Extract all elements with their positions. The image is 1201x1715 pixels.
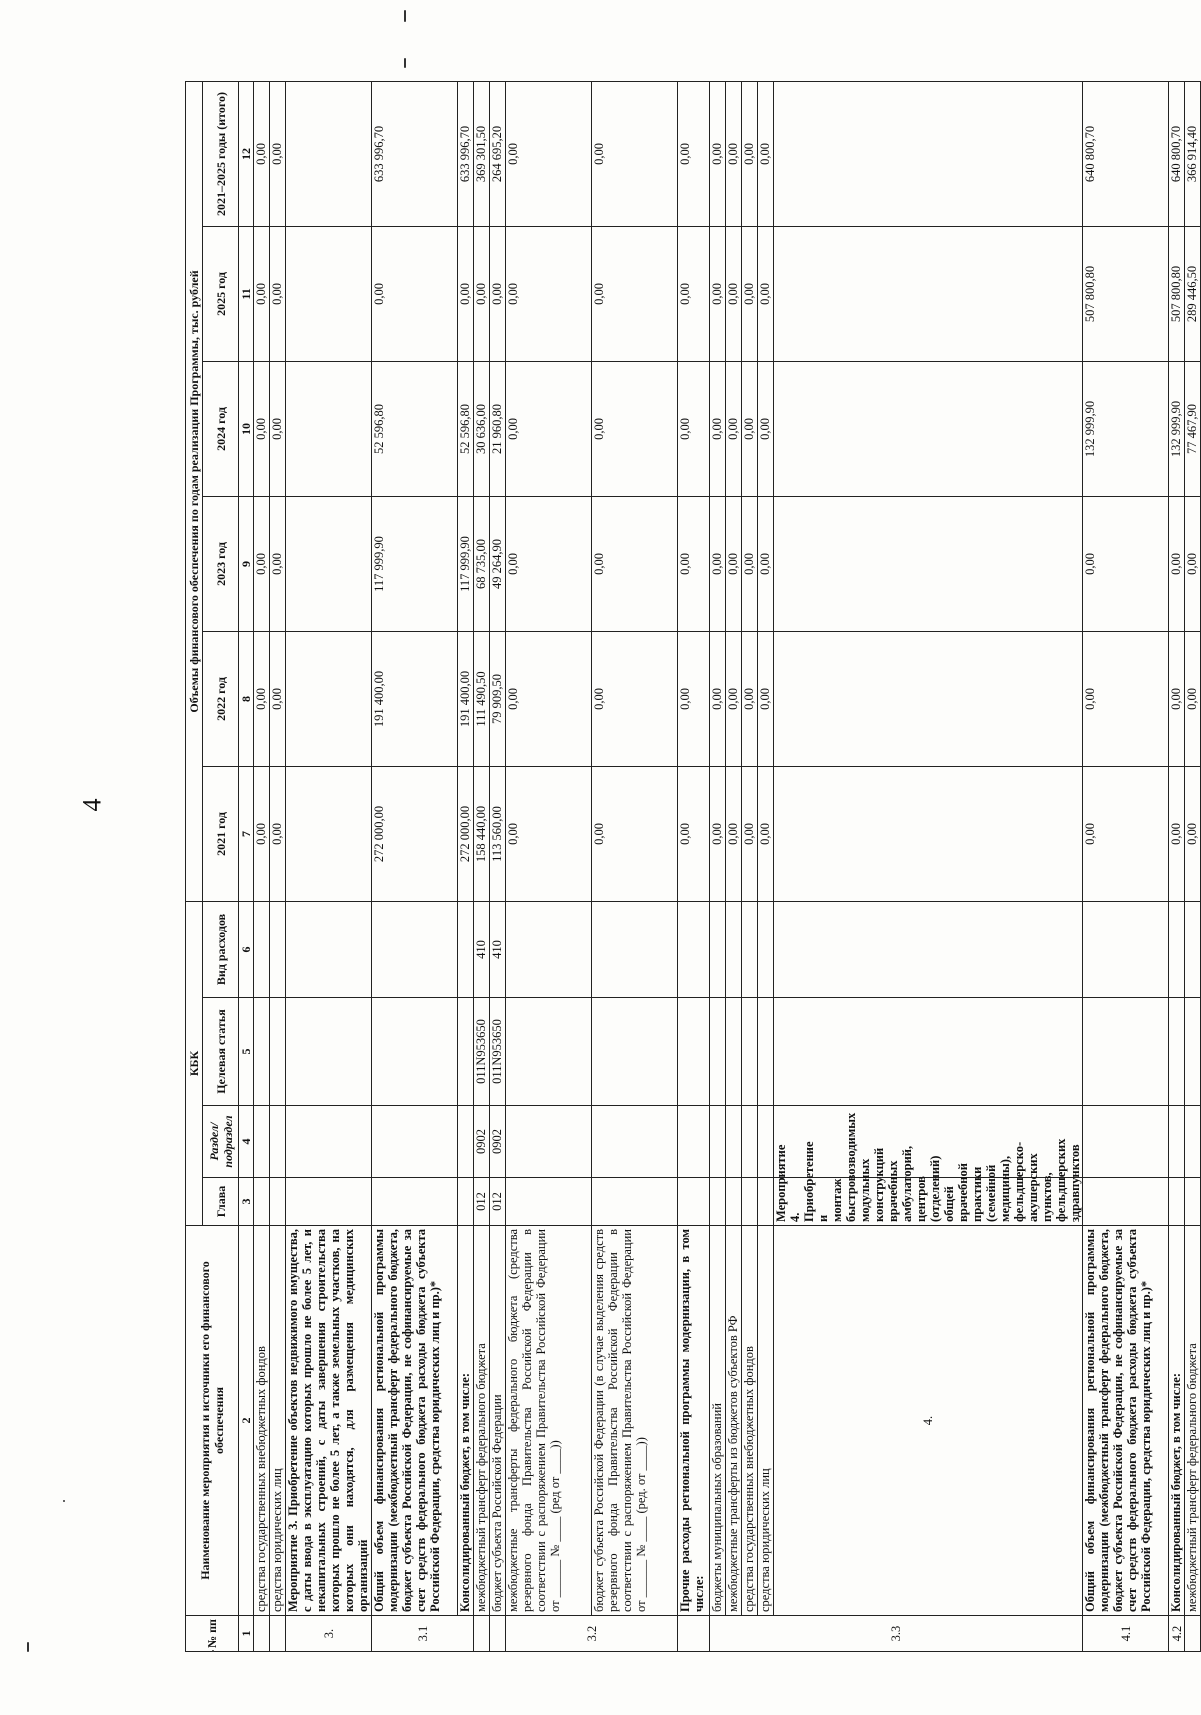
kbk-glava (1185, 1178, 1201, 1226)
value-2025: 0,00 (254, 226, 270, 361)
table-row (678, 81, 710, 1651)
kbk-celevaya (506, 998, 592, 1106)
value-2024: 0,00 (270, 361, 286, 496)
row-number: 4.1 (1083, 1616, 1169, 1652)
header-2023: 2023 год (203, 496, 239, 631)
scan-speck (63, 1500, 65, 1502)
table-row (474, 81, 490, 1651)
row-number (270, 1616, 286, 1652)
header-2021: 2021 год (203, 766, 239, 901)
kbk-razdel (1083, 1106, 1169, 1178)
value-2025: 0,00 (710, 226, 726, 361)
value-total: 0,00 (506, 81, 592, 226)
value-total: 640 800,70 (1169, 81, 1185, 226)
value-2022: 0,00 (742, 631, 758, 766)
row-number: 4.2 (1169, 1616, 1185, 1652)
col-number: 10 (239, 361, 254, 496)
value-2022: 0,00 (710, 631, 726, 766)
value-2023: 0,00 (678, 496, 710, 631)
header-vid: Вид расходов (203, 901, 239, 997)
value-2024: 0,00 (726, 361, 742, 496)
scan-speck (212, 1650, 214, 1652)
kbk-razdel (758, 1106, 774, 1178)
kbk-celevaya: 011N953650 (474, 998, 490, 1106)
row-name: средства государственных внебюджетных фондов (254, 1226, 270, 1616)
value-total: 366 914,40 (1185, 81, 1201, 226)
value-2025 (286, 226, 372, 361)
value-2021: 0,00 (758, 766, 774, 901)
value-2024: 132 999,90 (1169, 361, 1185, 496)
col-number: 4 (239, 1106, 254, 1178)
value-id (774, 766, 1083, 901)
value-id (372, 901, 458, 997)
value-2023: 0,00 (1169, 496, 1185, 631)
rotated-table-wrapper (185, 82, 1199, 1652)
value-total: 633 996,70 (372, 81, 458, 226)
row-number: 3.3 (710, 1616, 1083, 1652)
col-number: 2 (239, 1226, 254, 1616)
value-2023: 49 264,90 (490, 496, 506, 631)
value-2025: 0,00 (458, 226, 474, 361)
value-id: 410 (474, 901, 490, 997)
value-2025: 289 446,50 (1185, 226, 1201, 361)
value-2023 (774, 361, 1083, 496)
value-2022: 0,00 (678, 631, 710, 766)
kbk-celevaya (592, 998, 678, 1106)
value-2022: 79 909,50 (490, 631, 506, 766)
header-name: Наименование мероприятия и источники его финансового обеспечения (186, 1226, 239, 1616)
scan-speck (404, 10, 406, 22)
row-name: межбюджетные трансферты из бюджетов субъектов РФ (726, 1226, 742, 1616)
value-id: 410 (490, 901, 506, 997)
value-2021: 0,00 (506, 766, 592, 901)
column-number-row (239, 81, 254, 1651)
value-id (286, 901, 372, 997)
value-total (286, 81, 372, 226)
kbk-glava (458, 1178, 474, 1226)
value-total: 0,00 (742, 81, 758, 226)
value-total: 0,00 (254, 81, 270, 226)
kbk-razdel (1169, 1106, 1185, 1178)
row-name: средства государственных внебюджетных фондов (742, 1226, 758, 1616)
value-2022: 111 490,50 (474, 631, 490, 766)
kbk-celevaya (1083, 998, 1169, 1106)
kbk-razdel (592, 1106, 678, 1178)
value-2025 (774, 81, 1083, 226)
value-2021: 0,00 (592, 766, 678, 901)
value-2024: 77 467,90 (1185, 361, 1201, 496)
value-2021: 0,00 (726, 766, 742, 901)
value-id (742, 901, 758, 997)
value-2024: 52 596,80 (372, 361, 458, 496)
value-2024: 132 999,90 (1083, 361, 1169, 496)
scan-speck (404, 58, 406, 68)
scan-speck (27, 1642, 29, 1652)
header-2025: 2025 год (203, 226, 239, 361)
value-total: 0,00 (678, 81, 710, 226)
value-2022: 0,00 (270, 631, 286, 766)
value-2022: 0,00 (1169, 631, 1185, 766)
value-2023: 117 999,90 (372, 496, 458, 631)
kbk-celevaya (1169, 998, 1185, 1106)
kbk-celevaya: 011N953650 (490, 998, 506, 1106)
value-2021: 0,00 (710, 766, 726, 901)
value-2021: 113 560,00 (490, 766, 506, 901)
value-total: 0,00 (270, 81, 286, 226)
value-id (1185, 901, 1201, 997)
kbk-celevaya (458, 998, 474, 1106)
value-2025: 0,00 (726, 226, 742, 361)
value-2024: 0,00 (758, 361, 774, 496)
value-2022: 191 400,00 (372, 631, 458, 766)
kbk-glava (592, 1178, 678, 1226)
value-2024: 21 960,80 (490, 361, 506, 496)
kbk-celevaya (742, 998, 758, 1106)
header-razdel: Раздел/ подраздел (203, 1106, 239, 1178)
table-row (372, 81, 458, 1651)
value-2021: 272 000,00 (458, 766, 474, 901)
value-id (254, 901, 270, 997)
kbk-celevaya (286, 998, 372, 1106)
col-number: 7 (239, 766, 254, 901)
value-2023: 0,00 (592, 496, 678, 631)
header-no: № пп (186, 1616, 239, 1652)
value-2022: 0,00 (726, 631, 742, 766)
value-2023: 117 999,90 (458, 496, 474, 631)
value-2025: 0,00 (270, 226, 286, 361)
kbk-celevaya (254, 998, 270, 1106)
row-number (254, 1616, 270, 1652)
kbk-razdel (726, 1106, 742, 1178)
value-2022: 0,00 (1083, 631, 1169, 766)
value-2021: 0,00 (742, 766, 758, 901)
value-2023: 68 735,00 (474, 496, 490, 631)
table-row (1169, 81, 1185, 1651)
table-row (270, 81, 286, 1651)
col-number: 8 (239, 631, 254, 766)
value-2022: 0,00 (1185, 631, 1201, 766)
kbk-celevaya (1185, 998, 1201, 1106)
header-glava: Глава (203, 1178, 239, 1226)
table-row (774, 81, 1083, 1651)
table-row (758, 81, 774, 1651)
value-2025: 0,00 (742, 226, 758, 361)
value-2025: 0,00 (758, 226, 774, 361)
value-2021: 158 440,00 (474, 766, 490, 901)
row-number: 4. (774, 1226, 1083, 1616)
row-number (678, 1616, 710, 1652)
value-2022: 0,00 (758, 631, 774, 766)
col-number: 9 (239, 496, 254, 631)
value-2024: 0,00 (678, 361, 710, 496)
kbk-celevaya (270, 998, 286, 1106)
value-2021 (286, 766, 372, 901)
value-2023: 0,00 (254, 496, 270, 631)
kbk-razdel (254, 1106, 270, 1178)
value-2021: 0,00 (1169, 766, 1185, 901)
row-name: бюджеты муниципальных образований (710, 1226, 726, 1616)
value-total: 0,00 (726, 81, 742, 226)
value-2022: 191 400,00 (458, 631, 474, 766)
row-number: 3.2 (506, 1616, 678, 1652)
value-id (270, 901, 286, 997)
kbk-glava (372, 1178, 458, 1226)
value-id (710, 901, 726, 997)
value-2022 (286, 631, 372, 766)
header-2024: 2024 год (203, 361, 239, 496)
kbk-razdel: 0902 (474, 1106, 490, 1178)
col-number: 1 (239, 1616, 254, 1652)
kbk-razdel (774, 998, 1083, 1106)
row-number (490, 1616, 506, 1652)
table-row (592, 81, 678, 1651)
value-2023 (286, 496, 372, 631)
kbk-razdel (1185, 1106, 1201, 1178)
page-number: 4 (77, 798, 107, 812)
row-name: Общий объем финансирования региональной программы модернизации (межбюджетный трансферт федерального бюджета, бюджет субъекта Российской Федерации, не софинансируемые за счет средств федерального бюджета расходы бюджета субъекта Российской Федерации, средства юридических лиц и пр.)* (372, 1226, 458, 1616)
col-number: 11 (239, 226, 254, 361)
kbk-glava (678, 1178, 710, 1226)
header-2022: 2022 год (203, 631, 239, 766)
value-id (726, 901, 742, 997)
value-total: 264 695,20 (490, 81, 506, 226)
kbk-glava (726, 1178, 742, 1226)
row-name: Общий объем финансирования региональной программы модернизации (межбюджетный трансферт федерального бюджета, бюджет субъекта Российской Федерации, не софинансируемые за счет средств федерального бюджета расходы бюджета субъекта Российской Федерации, средства юридических лиц и пр.)* (1083, 1226, 1169, 1616)
row-name: средства юридических лиц (270, 1226, 286, 1616)
value-2024 (774, 226, 1083, 361)
kbk-glava (286, 1178, 372, 1226)
value-2022 (774, 496, 1083, 631)
value-2025: 507 800,80 (1169, 226, 1185, 361)
value-2023: 0,00 (270, 496, 286, 631)
value-2021: 0,00 (1185, 766, 1201, 901)
row-name: Консолидированный бюджет, в том числе: (458, 1226, 474, 1616)
value-total: 0,00 (758, 81, 774, 226)
kbk-celevaya (372, 998, 458, 1106)
value-2022: 0,00 (254, 631, 270, 766)
value-id (1083, 901, 1169, 997)
header-total: 2021–2025 годы (итого) (203, 81, 239, 226)
kbk-celevaya (678, 998, 710, 1106)
table-row (458, 81, 474, 1651)
row-name: Мероприятие 3. Приобретение объектов недвижимого имущества, с даты ввода в эксплуатацию которых прошло не более 5 лет, и некапитальных строений, с даты завершения строительства которых прошло не более 5 лет, а также земельных участков, на которых они находятся, для размещения медицинских организаций (286, 1226, 372, 1616)
kbk-celevaya (726, 998, 742, 1106)
row-name: Мероприятие 4. Приобретение и монтаж быстровозводимых модульных конструкций врачебных амбулаторий, центров (отделений) общей врачебной практики (семейной медицины), фельдшерско-акушерских пунктов, фельдшерских здравпунктов (774, 1178, 1083, 1226)
row-name: межбюджетный трансферт федерального бюджета (1185, 1226, 1201, 1616)
kbk-razdel (286, 1106, 372, 1178)
row-name: средства юридических лиц (758, 1226, 774, 1616)
value-id (592, 901, 678, 997)
kbk-celevaya (774, 901, 1083, 997)
value-total: 640 800,70 (1083, 81, 1169, 226)
header-caption: Объемы финансового обеспечения по годам реализации Программы, тыс. рублей (186, 81, 203, 901)
row-number: 3. (286, 1616, 372, 1652)
value-id (1169, 901, 1185, 997)
kbk-razdel (270, 1106, 286, 1178)
value-2024 (286, 361, 372, 496)
kbk-razdel: 0902 (490, 1106, 506, 1178)
value-2024: 0,00 (710, 361, 726, 496)
value-total: 633 996,70 (458, 81, 474, 226)
table-row (1083, 81, 1169, 1651)
value-2022: 0,00 (592, 631, 678, 766)
value-2025: 0,00 (506, 226, 592, 361)
table-row (254, 81, 270, 1651)
value-id (758, 901, 774, 997)
value-2021: 272 000,00 (372, 766, 458, 901)
kbk-glava (506, 1178, 592, 1226)
col-number: 6 (239, 901, 254, 997)
value-2025: 0,00 (490, 226, 506, 361)
kbk-razdel (458, 1106, 474, 1178)
row-name: бюджет субъекта Российской Федерации (в случае выделения средств резервного фонда Правительства Российской Федерации в соответствии с распоряжением Правительства Российской Федерации от ______ № ____ (ред. от ____)) (592, 1226, 678, 1616)
kbk-glava: 012 (474, 1178, 490, 1226)
table-header (186, 81, 254, 1651)
value-2024: 0,00 (742, 361, 758, 496)
value-2023: 0,00 (758, 496, 774, 631)
col-number: 5 (239, 998, 254, 1106)
value-2022: 0,00 (506, 631, 592, 766)
value-total: 369 301,50 (474, 81, 490, 226)
table-row (490, 81, 506, 1651)
value-2021: 0,00 (1083, 766, 1169, 901)
header-kbk: КБК (186, 901, 203, 1225)
kbk-razdel (678, 1106, 710, 1178)
value-2024: 0,00 (592, 361, 678, 496)
kbk-glava (1169, 1178, 1185, 1226)
value-2024: 0,00 (506, 361, 592, 496)
kbk-glava (1083, 1178, 1169, 1226)
row-name: межбюджетные трансферты федерального бюджета (средства резервного фонда Правительства Российской Федерации в соответствии с распоряжением Правительства Российской Федерации от ______ № ____ (ред от ____)) (506, 1226, 592, 1616)
value-2023: 0,00 (1185, 496, 1201, 631)
table-body (254, 81, 1201, 1651)
value-2024: 30 636,00 (474, 361, 490, 496)
col-number: 12 (239, 81, 254, 226)
value-total: 0,00 (592, 81, 678, 226)
header-celevaya: Целевая статья (203, 998, 239, 1106)
table-row (1185, 81, 1201, 1651)
kbk-razdel (742, 1106, 758, 1178)
table-row (710, 81, 726, 1651)
row-name: бюджет субъекта Российской Федерации (490, 1226, 506, 1616)
table-row (742, 81, 758, 1651)
col-number: 3 (239, 1178, 254, 1226)
value-2023: 0,00 (726, 496, 742, 631)
kbk-glava (758, 1178, 774, 1226)
financing-table (185, 81, 1201, 1652)
row-name: межбюджетный трансферт федерального бюджета (474, 1226, 490, 1616)
value-id (506, 901, 592, 997)
value-2025: 0,00 (474, 226, 490, 361)
value-2024: 0,00 (254, 361, 270, 496)
kbk-glava (254, 1178, 270, 1226)
kbk-glava (742, 1178, 758, 1226)
value-2023: 0,00 (506, 496, 592, 631)
value-2021: 0,00 (254, 766, 270, 901)
value-2021: 0,00 (678, 766, 710, 901)
value-id (458, 901, 474, 997)
kbk-glava (710, 1178, 726, 1226)
value-2025: 0,00 (592, 226, 678, 361)
value-2023: 0,00 (1083, 496, 1169, 631)
value-2023: 0,00 (710, 496, 726, 631)
value-2025: 0,00 (678, 226, 710, 361)
kbk-glava: 012 (490, 1178, 506, 1226)
value-total: 0,00 (710, 81, 726, 226)
value-2023: 0,00 (742, 496, 758, 631)
kbk-celevaya (758, 998, 774, 1106)
value-id (678, 901, 710, 997)
value-2025: 507 800,80 (1083, 226, 1169, 361)
table-row (506, 81, 592, 1651)
kbk-razdel (710, 1106, 726, 1178)
row-number: 3.1 (372, 1616, 474, 1652)
row-name: Консолидированный бюджет, в том числе: (1169, 1226, 1185, 1616)
row-number (474, 1616, 490, 1652)
row-name: Прочие расходы региональной программы модернизации, в том числе: (678, 1226, 710, 1616)
row-number (1185, 1616, 1201, 1652)
kbk-razdel (372, 1106, 458, 1178)
value-2021: 0,00 (270, 766, 286, 901)
table-row (726, 81, 742, 1651)
value-2021 (774, 631, 1083, 766)
kbk-razdel (506, 1106, 592, 1178)
table-row (286, 81, 372, 1651)
kbk-celevaya (710, 998, 726, 1106)
kbk-glava (270, 1178, 286, 1226)
value-2025: 0,00 (372, 226, 458, 361)
value-2024: 52 596,80 (458, 361, 474, 496)
